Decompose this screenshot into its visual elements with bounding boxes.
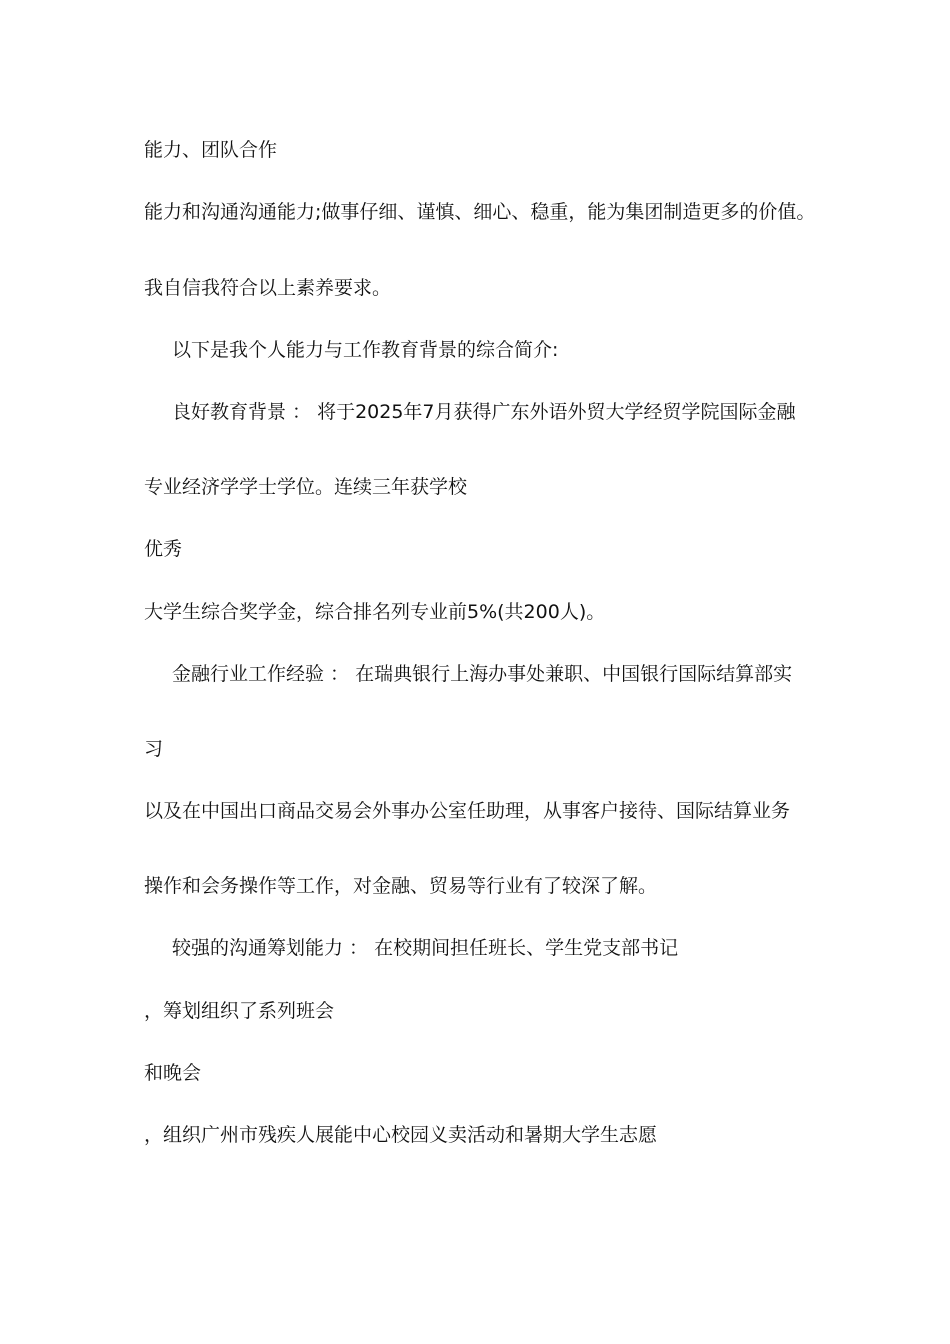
text-line: 习: [144, 738, 164, 760]
text-line: 和晚会: [144, 1062, 202, 1084]
text-line: 操作和会务操作等工作，对金融、贸易等行业有了较深了解。: [144, 875, 658, 897]
text-line: 以下是我个人能力与工作教育背景的综合简介:: [172, 339, 559, 361]
text-line: 能力和沟通沟通能力;做事仔细、谨慎、细心、稳重，能为集团制造更多的价值。: [144, 201, 816, 223]
text-line: 大学生综合奖学金，综合排名列专业前5%(共200人)。: [144, 601, 606, 623]
text-line: 专业经济学学士学位。连续三年获学校: [144, 476, 468, 498]
text-line: 我自信我符合以上素养要求。: [144, 277, 392, 299]
text-line: ，筹划组织了系列班会: [144, 1000, 335, 1022]
text-line: 能力、团队合作: [144, 139, 278, 161]
text-line: 良好教育背景 ： 将于2025年7月获得广东外语外贸大学经贸学院国际金融: [172, 401, 796, 423]
text-line: 以及在中国出口商品交易会外事办公室任助理，从事客户接待、国际结算业务: [144, 800, 791, 822]
text-line: 较强的沟通筹划能力 ： 在校期间担任班长、学生党支部书记: [172, 937, 679, 959]
text-line: 金融行业工作经验 ： 在瑞典银行上海办事处兼职、中国银行国际结算部实: [172, 663, 793, 685]
text-line: 优秀: [144, 538, 183, 560]
text-line: ，组织广州市残疾人展能中心校园义卖活动和暑期大学生志愿: [144, 1124, 658, 1146]
